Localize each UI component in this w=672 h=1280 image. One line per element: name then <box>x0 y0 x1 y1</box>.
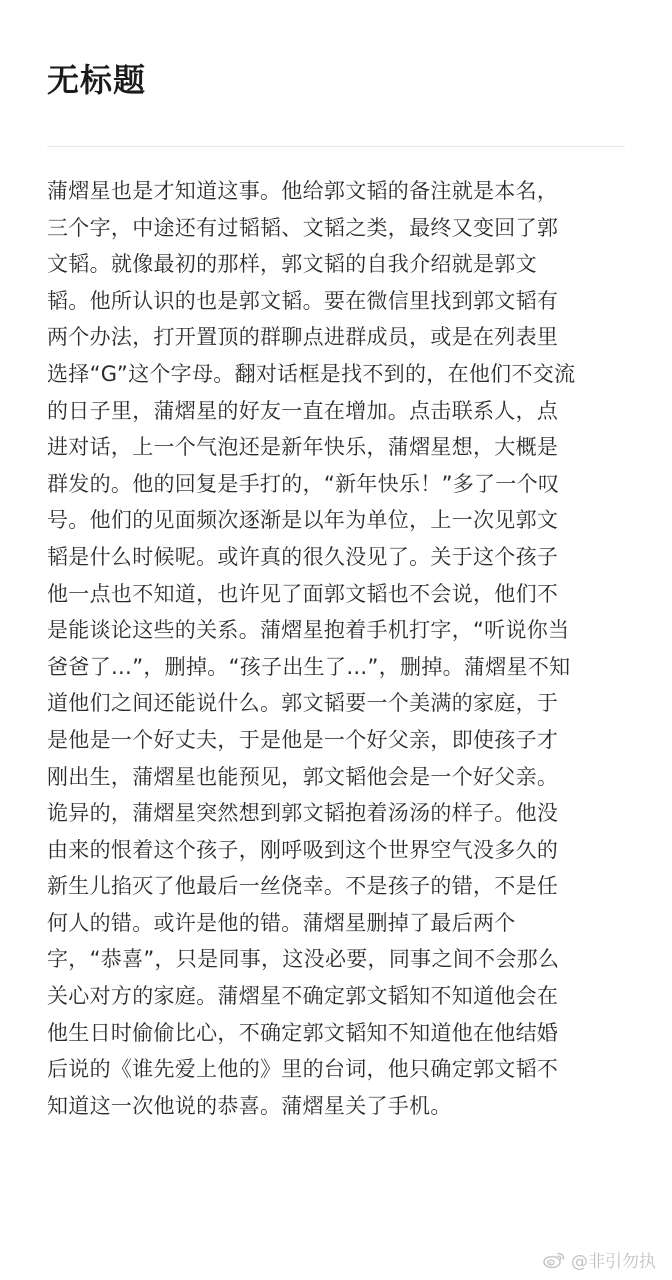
body-line: 关心对方的家庭。蒲熠星不确定郭文韬知不知道他会在 <box>47 984 559 1009</box>
body-line: 文韬。就像最初的那样，郭文韬的自我介绍就是郭文 <box>47 252 537 277</box>
body-line: 刚出生，蒲熠星也能预见，郭文韬他会是一个好父亲。 <box>47 764 559 789</box>
body-line: 韬。他所认识的也是郭文韬。要在微信里找到郭文韬有 <box>47 288 559 313</box>
body-line: 两个办法，打开置顶的群聊点进群成员，或是在列表里 <box>47 325 559 350</box>
body-line: 蒲熠星也是才知道这事。他给郭文韬的备注就是本名， <box>47 179 559 203</box>
watermark <box>543 1247 656 1272</box>
body-line: 进对话，上一个气泡还是新年快乐，蒲熠星想，大概是 <box>47 435 559 460</box>
weibo-logo-icon <box>543 1251 565 1269</box>
title-divider <box>47 146 625 147</box>
body-line: 三个字，中途还有过韬韬、文韬之类，最终又变回了郭 <box>47 215 559 240</box>
body-line: 后说的《谁先爱上他的》里的台词，他只确定郭文韬不 <box>47 1057 559 1082</box>
body-line: 爸爸了…”，删掉。“孩子出生了…”，删掉。蒲熠星不知 <box>47 654 571 679</box>
body-line: 由来的恨着这个孩子，刚呼吸到这个世界空气没多久的 <box>47 837 559 862</box>
body-line: 字，“恭喜”，只是同事，这没必要，同事之间不会那么 <box>47 947 560 972</box>
body-line: 是他是一个好丈夫，于是他是一个好父亲，即使孩子才 <box>47 727 559 752</box>
article-body <box>47 173 637 1124</box>
body-line: 新生儿掐灭了他最后一丝侥幸。不是孩子的错，不是任 <box>47 874 559 899</box>
page-title: 无标题 <box>47 61 147 99</box>
body-line: 他一点也不知道，也许见了面郭文韬也不会说，他们不 <box>47 581 559 606</box>
body-line: 选择“G”这个字母。翻对话框是找不到的，在他们不交流 <box>47 361 576 386</box>
body-line: 号。他们的见面频次逐渐是以年为单位，上一次见郭文 <box>47 508 559 533</box>
body-line: 群发的。他的回复是手打的，“新年快乐！”多了一个叹 <box>47 471 560 496</box>
body-line: 诡异的，蒲熠星突然想到郭文韬抱着汤汤的样子。他没 <box>47 801 559 826</box>
body-line: 何人的错。或许是他的错。蒲熠星删掉了最后两个 <box>47 910 516 935</box>
watermark-text: @非引勿执 <box>571 1252 656 1272</box>
body-line: 是能谈论这些的关系。蒲熠星抱着手机打字，“听说你当 <box>47 618 570 643</box>
body-line: 他生日时偷偷比心，不确定郭文韬知不知道他在他结婚 <box>47 1020 559 1045</box>
body-line: 韬是什么时候呢。或许真的很久没见了。关于这个孩子 <box>47 544 559 569</box>
body-line: 道他们之间还能说什么。郭文韬要一个美满的家庭，于 <box>47 691 559 716</box>
body-line: 的日子里，蒲熠星的好友一直在增加。点击联系人，点 <box>47 398 559 423</box>
body-line: 知道这一次他说的恭喜。蒲熠星关了手机。 <box>47 1093 452 1118</box>
